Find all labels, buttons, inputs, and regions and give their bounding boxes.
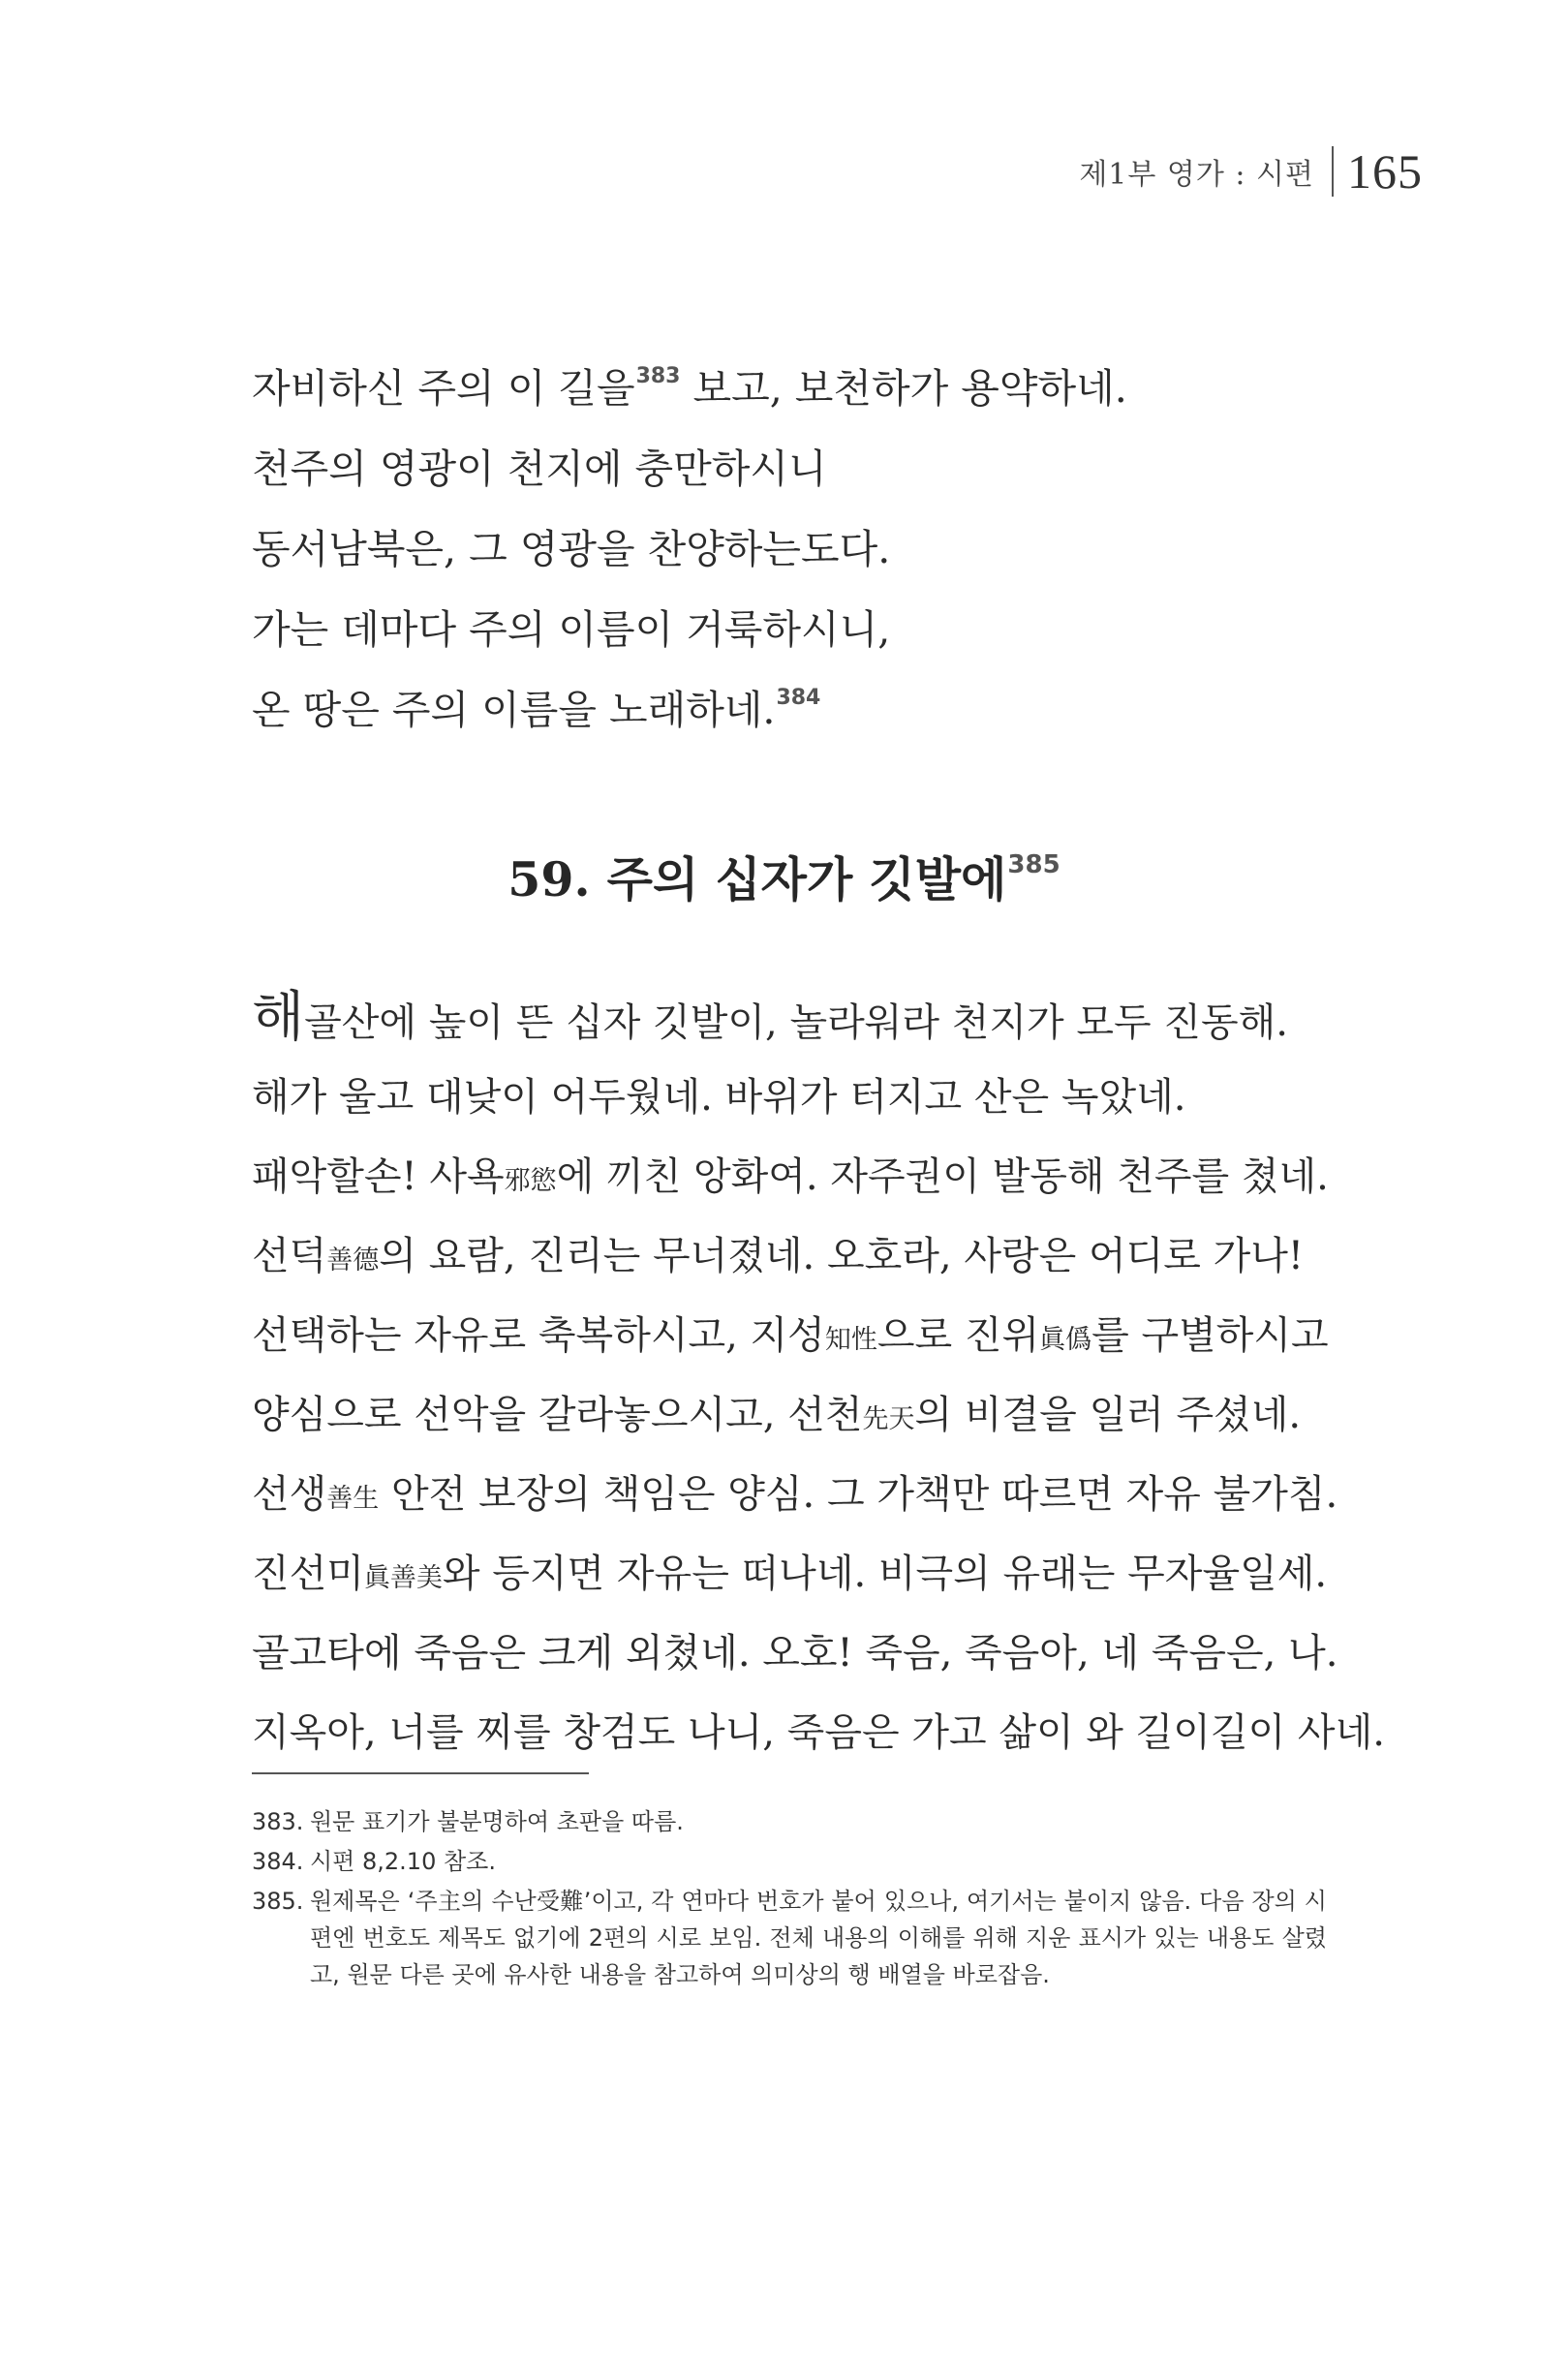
poem-stanza: [252, 978, 1414, 1772]
poem-line: [252, 670, 1366, 751]
poem-line: 천주의 영광이 천지에 충만하시니: [252, 446, 827, 492]
footnote-number: 384.: [252, 1848, 304, 1875]
hanja-gloss: 眞善美: [363, 1563, 443, 1593]
poem-continuation: [252, 349, 1366, 751]
footnote: [252, 1803, 1327, 1840]
stanza-line-text: 와 등지면 자유는 떠나네. 비극의 유래는 무자율일세.: [442, 1552, 1328, 1596]
footnote-number: 385.: [252, 1888, 304, 1915]
footnote-text: 시편 8,2.10 참조.: [310, 1848, 496, 1875]
footnote-ref[interactable]: 384: [776, 686, 821, 710]
stanza-line: [252, 1216, 1414, 1296]
stanza-line: [252, 1296, 1414, 1375]
poem-line: [252, 349, 1366, 429]
poem-line: 가는 데마다 주의 이름이 거룩하시니,: [252, 606, 891, 653]
hanja-gloss: 善生: [326, 1484, 380, 1514]
stanza-line: 해가 울고 대낮이 어두웠네. 바위가 터지고 산은 녹았네.: [252, 1075, 1186, 1120]
hanja-gloss: 邪慾: [504, 1166, 557, 1196]
stanza-line-text: 선덕: [252, 1234, 327, 1278]
footnote-ref[interactable]: 385: [1007, 850, 1061, 879]
running-head: [1079, 143, 1423, 200]
running-head-section: 제1부 영가 : 시편: [1079, 158, 1314, 192]
footnote-divider: [252, 1772, 589, 1774]
stanza-line-text: 의 비결을 일러 주셨네.: [914, 1393, 1302, 1437]
footnote-ref[interactable]: 383: [635, 364, 681, 388]
stanza-line-text: 선생: [252, 1472, 327, 1517]
stanza-line-text: 진선미: [252, 1552, 364, 1596]
footnote-number: 383.: [252, 1808, 304, 1835]
stanza-line-text: 의 요람, 진리는 무너졌네. 오호라, 사랑은 어디로 가나!: [379, 1234, 1304, 1278]
stanza-line-text: 패악할손! 사욕: [252, 1154, 505, 1199]
footnote: [252, 1843, 1327, 1880]
stanza-line: [252, 978, 1414, 1058]
stanza-line-text: 를 구별하시고: [1091, 1313, 1329, 1358]
stanza-line-text: 양심으로 선악을 갈라놓으시고, 선천: [252, 1393, 863, 1437]
stanza-line: 지옥아, 너를 찌를 창검도 나니, 죽음은 가고 삶이 와 길이길이 사네.: [252, 1710, 1385, 1755]
stanza-line: [252, 1455, 1414, 1534]
footnote-text: 원제목은 ‘주主의 수난受難’이고, 각 연마다 번호가 붙어 있으나, 여기서는 붙이지 않음. 다음 장의 시편엔 번호도 제목도 없기에 2편의 시로 보임. 전체 내용의 이해를 위해 지운 표시가 있는 내용도 살렸고, 원문 다른 곳에 유사한 내용을 참고하여 의미상의 행 배열을 바로잡음.: [310, 1888, 1327, 1988]
stanza-line: [252, 1137, 1414, 1216]
poem-title: [0, 843, 1568, 910]
stanza-line-text: 골산에 높이 뜬 십자 깃발이, 놀라워라 천지가 모두 진동해.: [304, 1000, 1288, 1045]
poem-line-text: 자비하신 주의 이 길을: [252, 365, 635, 412]
stanza-line-text: 선택하는 자유로 축복하시고, 지성: [252, 1313, 825, 1358]
stanza-line: [252, 1534, 1414, 1614]
hanja-gloss: 善德: [326, 1246, 380, 1276]
stanza-line-text: 안전 보장의 책임은 양심. 그 가책만 따르면 자유 불가침.: [379, 1472, 1338, 1517]
hanja-gloss: 眞僞: [1039, 1325, 1092, 1355]
poem-line-text: 보고, 보천하가 용약하네.: [680, 365, 1127, 412]
poem-line-text: 온 땅은 주의 이름을 노래하네.: [252, 687, 776, 733]
poem-title-text: 59. 주의 십자가 깃발에: [507, 851, 1007, 907]
poem-line: 동서남북은, 그 영광을 찬양하는도다.: [252, 526, 891, 572]
footnote-text: 원문 표기가 불분명하여 초판을 따름.: [310, 1808, 684, 1835]
footnotes: [252, 1803, 1327, 1996]
footnote: [252, 1883, 1327, 1993]
hanja-gloss: 先天: [862, 1404, 915, 1434]
stanza-line: [252, 1375, 1414, 1455]
stanza-line-text: 으로 진위: [876, 1313, 1040, 1358]
stanza-line: 골고타에 죽음은 크게 외쳤네. 오호! 죽음, 죽음아, 네 죽음은, 나.: [252, 1631, 1338, 1676]
stanza-line-text: 에 끼친 앙화여. 자주권이 발동해 천주를 쳤네.: [556, 1154, 1329, 1199]
running-head-divider: [1332, 146, 1334, 197]
drop-cap: 해: [252, 986, 305, 1049]
hanja-gloss: 知性: [824, 1325, 877, 1355]
page-number: 165: [1347, 144, 1423, 199]
